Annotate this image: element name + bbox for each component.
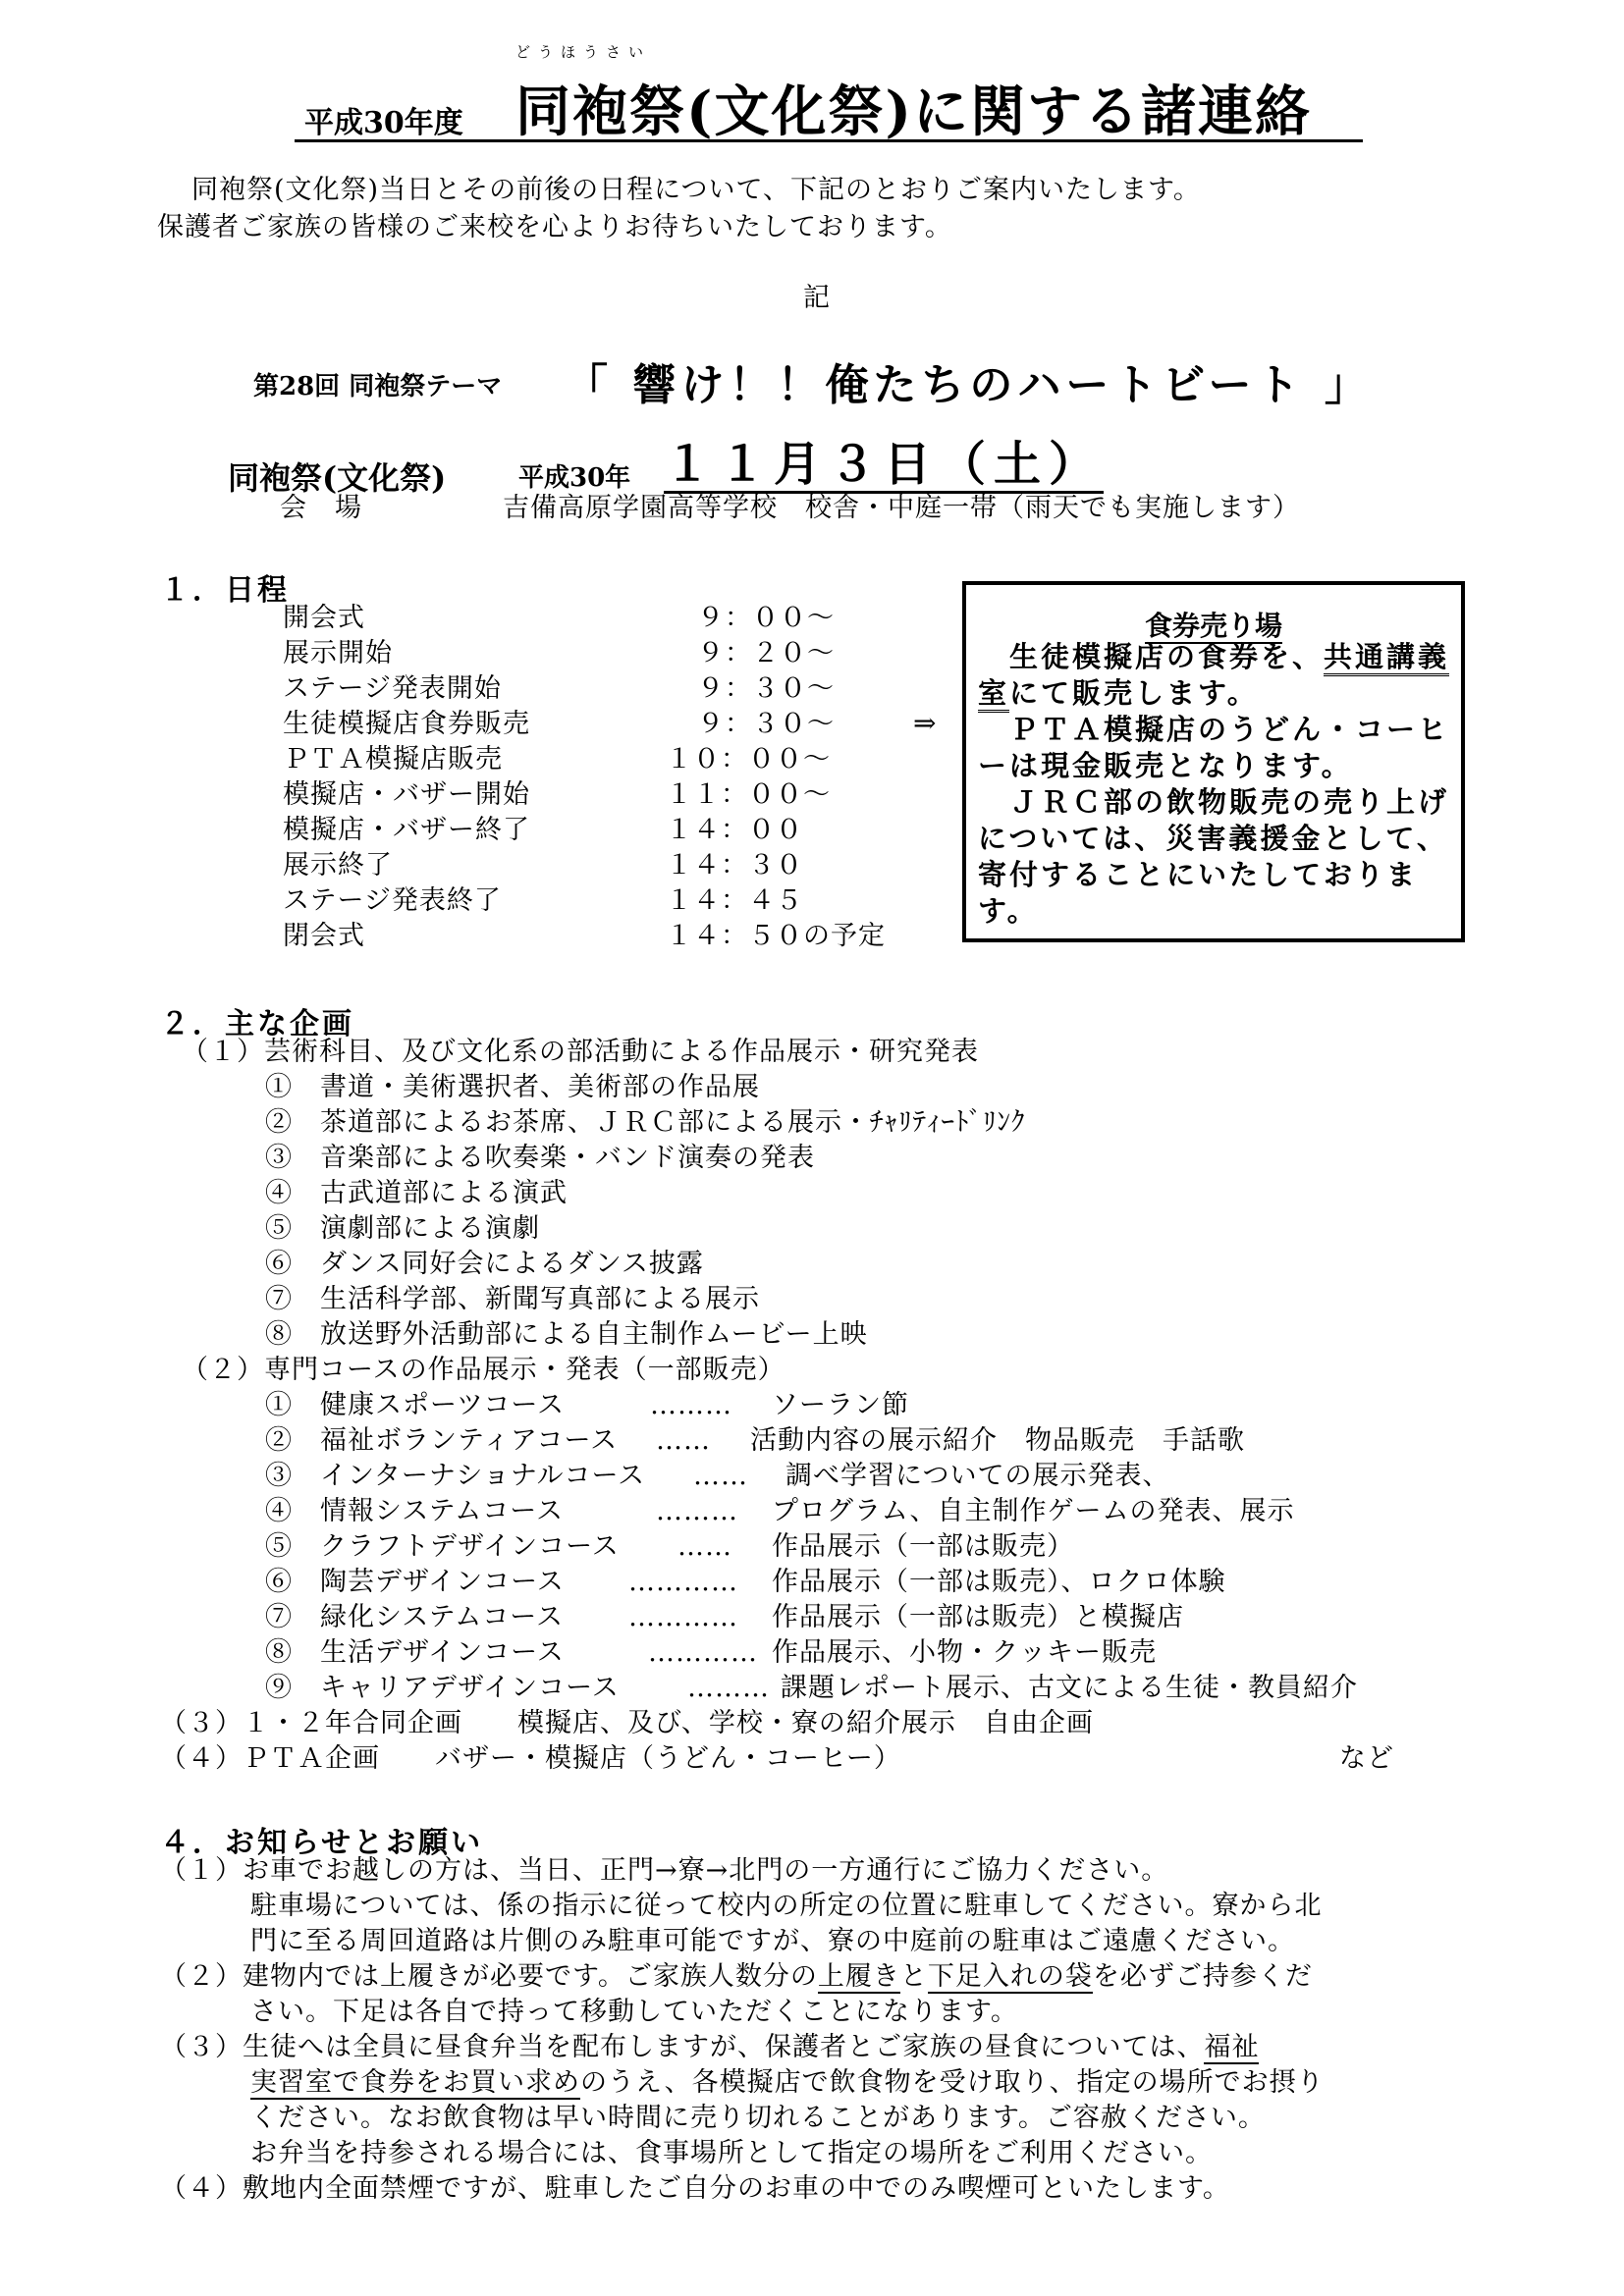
schedule-time: １４：３０ [666, 850, 803, 881]
plan-item: ⑥ ダンス同好会によるダンス披露 [265, 1249, 704, 1279]
schedule-event: 展示開始 [283, 638, 393, 668]
page-title: 同袍祭(文化祭)に関する諸連絡 [515, 80, 1312, 144]
plan-item: ③ 音楽部による吹奏楽・バンド演奏の発表 [265, 1143, 815, 1173]
schedule-event: 開会式 [283, 603, 365, 633]
ticket-place-highlight: 講義室 [978, 640, 1449, 713]
festival-date: １１月３日（土） [664, 437, 1105, 492]
schedule-heading: １．日程 [160, 573, 290, 608]
ticket-box-title: 食券売り場 [1144, 610, 1282, 642]
schedule-event: 生徒模擬店食券販売 [283, 709, 530, 739]
ticket-text: 生徒模擬店の食券を、 [978, 640, 1325, 673]
plan-item: ⑦ 生活科学部、新聞写真部による展示 [265, 1284, 760, 1314]
plans-sub1: （１）芸術科目、及び文化系の部活動による作品展示・研究発表 [182, 1037, 979, 1067]
notice-text [160, 2030, 1259, 2065]
schedule-event: 模擬店・バザー開始 [283, 779, 530, 810]
course-desc: 調べ学習についての展示発表、 [785, 1461, 1170, 1491]
course-name: ⑨ キャリアデザインコース [265, 1673, 620, 1703]
schedule-time: ９：３０～ [697, 709, 835, 739]
schedule-event: ステージ発表終了 [283, 885, 502, 916]
course-name: ⑧ 生活デザインコース [265, 1637, 565, 1668]
course-name: ⑤ クラフトデザインコース [265, 1531, 620, 1562]
festival-name: 同袍祭(文化祭) [228, 459, 447, 497]
ticket-text: にて販売します。 [1009, 676, 1259, 710]
plans-sub4-end: など [1339, 1743, 1394, 1774]
notice-text: 駐車場については、係の指示に従って校内の所定の位置に駐車してください。寮から北 [250, 1891, 1323, 1921]
notice-text: （１）お車でお越しの方は、当日、正門→寮→北門の一方通行にご協力ください。 [160, 1855, 1169, 1886]
plans-sub3: （３）１・２年合同企画 模擬店、及び、学校・寮の紹介展示 自由企画 [160, 1708, 1094, 1738]
schedule-time: １１：００～ [666, 779, 831, 810]
schedule-event: 模擬店・バザー終了 [283, 815, 530, 845]
schedule-time: １４：００ [666, 815, 803, 845]
schedule-time: ９：２０～ [697, 638, 835, 668]
festival-year: 平成30年 [518, 463, 631, 493]
course-name: ① 健康スポーツコース [265, 1390, 566, 1420]
schedule-event: 展示終了 [283, 850, 393, 881]
title-ruby: どうほうさい [515, 43, 652, 61]
ticket-text: ＰＴＡ模擬店のうどん・コーヒーは現金販売となります。 [978, 713, 1450, 782]
course-dots: …… [656, 1425, 711, 1456]
course-name: ③ インターナショナルコース [265, 1461, 646, 1491]
page-title-block [295, 41, 1375, 149]
schedule-time: ９：００～ [697, 603, 835, 633]
theme-text: 「 響け！！俺たちのハートビート 」 [565, 360, 1373, 410]
notice-underlined: 下足入れの袋 [927, 1961, 1093, 1992]
schedule-time: １０：００～ [666, 744, 831, 774]
notice-fragment: を必ずご持参くだ [1092, 1961, 1313, 1992]
course-desc: 作品展示（一部は販売）と模擬店 [772, 1602, 1184, 1632]
notice-text [160, 1959, 1313, 1995]
course-desc: 作品展示、小物・クッキー販売 [772, 1637, 1157, 1668]
course-name: ⑦ 緑化システムコース [265, 1602, 564, 1632]
theme-label: 第28回 同袍祭テーマ [253, 372, 503, 401]
plan-item: ④ 古武道部による演武 [265, 1178, 568, 1208]
plan-item: ① 書道・美術選択者、美術部の作品展 [265, 1072, 760, 1102]
notice-underlined: 実習室で食券をお買い求め [250, 2067, 580, 2098]
notice-text: （４）敷地内全面禁煙ですが、駐車したご自分のお車の中でのみ喫煙可といたします。 [160, 2173, 1230, 2204]
course-desc: 活動内容の展示紹介 物品販売 手話歌 [750, 1425, 1245, 1456]
notice-text: ください。なお飲食物は早い時間に売り切れることがあります。ご容赦ください。 [250, 2103, 1266, 2133]
course-desc: プログラム、自主制作ゲームの発表、展示 [772, 1496, 1295, 1526]
plan-item: ⑤ 演劇部による演劇 [265, 1213, 540, 1244]
ticket-box-body [978, 639, 1457, 930]
intro-line-1: 同袍祭(文化祭)当日とその前後の日程について、下記のとおりご案内いたします。 [191, 175, 1201, 205]
schedule-time: ９：３０～ [697, 673, 835, 704]
course-desc: 課題レポート展示、古文による生徒・教員紹介 [781, 1673, 1358, 1703]
venue-text: 吉備高原学園高等学校 校舎・中庭一帯（雨天でも実施します） [503, 493, 1300, 523]
plan-item: ⑧ 放送野外活動部による自主制作ムービー上映 [265, 1319, 868, 1350]
course-dots: ……… [650, 1390, 732, 1420]
plans-sub2: （２）専門コースの作品展示・発表（一部販売） [182, 1355, 785, 1385]
course-dots: ……… [656, 1496, 738, 1526]
ki-label: 記 [803, 283, 831, 313]
notice-fragment: （３）生徒へは全員に昼食弁当を配布しますが、保護者とご家族の昼食については、 [160, 2032, 1205, 2062]
course-dots: …… [677, 1531, 732, 1562]
schedule-time: １４：４５ [666, 885, 803, 916]
schedule-event: 閉会式 [283, 921, 365, 951]
course-dots: ……… [687, 1673, 770, 1703]
schedule-time: １４：５０の予定 [666, 921, 886, 951]
course-desc: 作品展示（一部は販売）、ロクロ体験 [772, 1567, 1226, 1597]
course-name: ⑥ 陶芸デザインコース [265, 1567, 565, 1597]
course-dots: ………… [628, 1602, 738, 1632]
notice-underlined: 福祉 [1204, 2032, 1260, 2062]
venue-label: 会 場 [280, 493, 362, 523]
arrow-icon: ⇒ [913, 707, 937, 739]
schedule-event: ＰＴＡ模擬店販売 [283, 744, 503, 774]
ticket-place-highlight: 共通 [1324, 640, 1386, 676]
course-desc: ソーラン節 [772, 1390, 909, 1420]
ticket-info-box [962, 581, 1465, 942]
course-name: ④ 情報システムコース [265, 1496, 564, 1526]
course-dots: …… [693, 1461, 748, 1491]
intro-line-2: 保護者ご家族の皆様のご来校を心よりお待ちいたしております。 [157, 212, 952, 242]
notice-text [250, 2065, 1325, 2101]
notice-fragment: （２）建物内では上履きが必要です。ご家族人数分の [160, 1961, 818, 1992]
notice-text: さい。下足は各自で持って移動していただくことになります。 [250, 1997, 1018, 2027]
course-dots: ………… [648, 1637, 758, 1668]
notice-text: お弁当を持参される場合には、食事場所として指定の場所をご利用ください。 [250, 2138, 1213, 2168]
plan-item: ② 茶道部によるお茶席、ＪＲＣ部による展示・ﾁｬﾘﾃｨｰﾄﾞﾘﾝｸ [265, 1107, 1026, 1138]
notice-fragment: のうえ、各模擬店で飲食物を受け取り、指定の場所でお摂り [580, 2067, 1325, 2098]
course-name: ② 福祉ボランティアコース [265, 1425, 619, 1456]
notice-fragment: と [899, 1961, 928, 1992]
title-underline [295, 139, 1363, 142]
schedule-event: ステージ発表開始 [283, 673, 502, 704]
title-year: 平成30年度 [304, 106, 463, 140]
plans-sub4: （４）ＰＴＡ企画 バザー・模擬店（うどん・コーヒー） [160, 1743, 901, 1774]
course-desc: 作品展示（一部は販売） [772, 1531, 1074, 1562]
plans-heading: ２．主な企画 [160, 1007, 354, 1041]
notice-text: 門に至る周回道路は片側のみ駐車可能ですが、寮の中庭前の駐車はご遠慮ください。 [250, 1926, 1295, 1956]
notices-heading: ４．お知らせとお願い [160, 1826, 484, 1860]
notice-underlined: 上履き [817, 1961, 900, 1992]
ticket-text: ＪＲＣ部の飲物販売の売り上げについては、災害義援金として、寄付することにいたしております。 [978, 785, 1450, 928]
course-dots: ………… [628, 1567, 738, 1597]
